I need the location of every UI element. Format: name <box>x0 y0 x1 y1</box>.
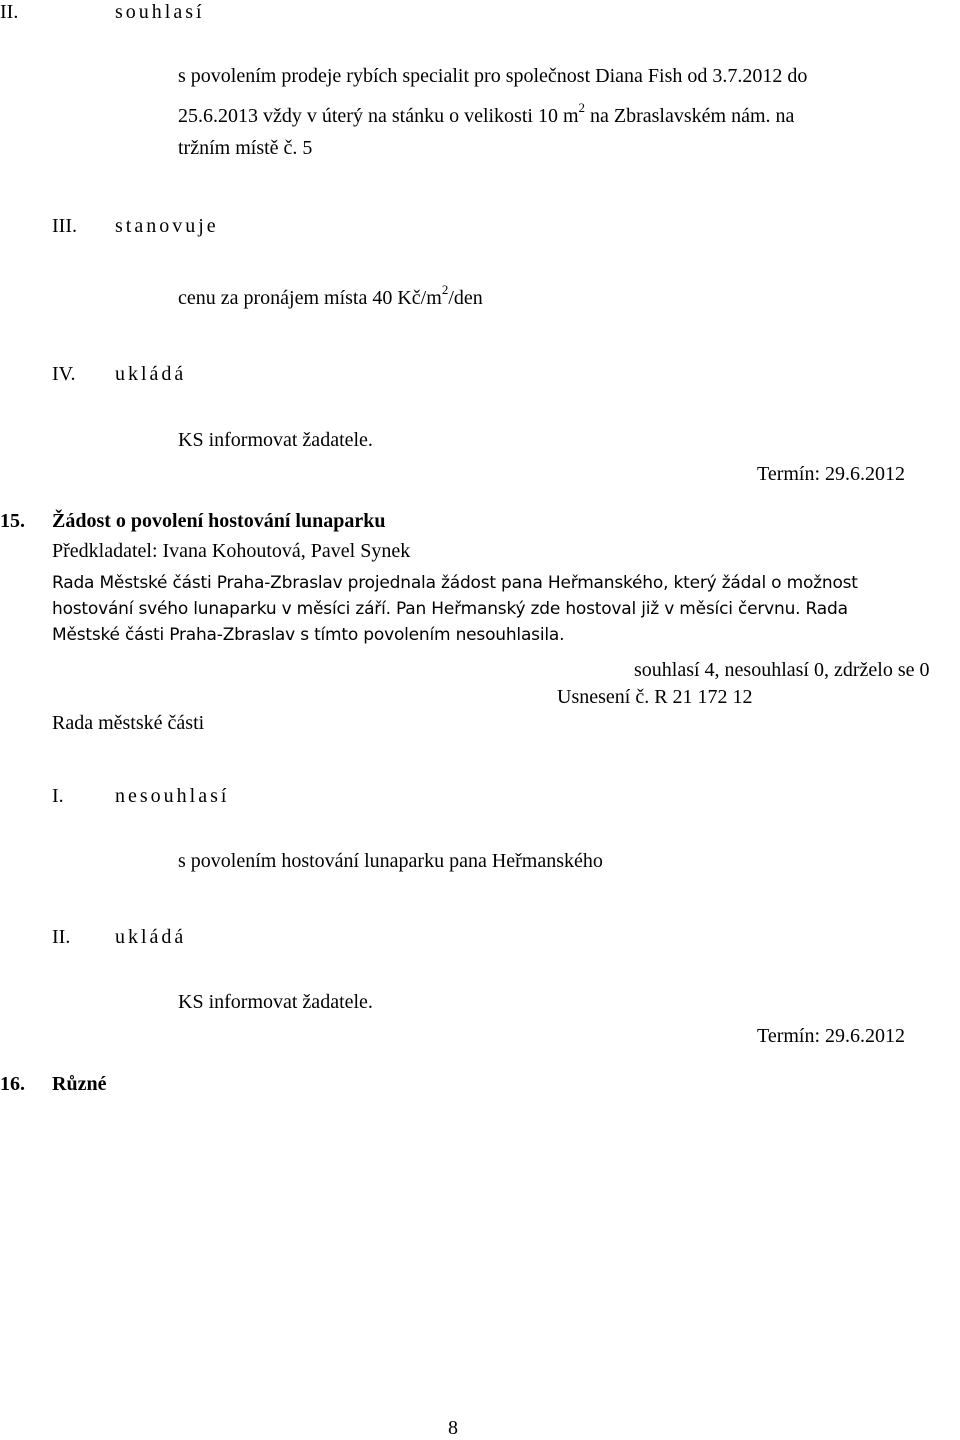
body-line: Městské části Praha-Zbraslav s tímto povolením nesouhlasila. <box>52 625 565 645</box>
section-title: Různé <box>52 1073 107 1095</box>
item-verb: souhlasí <box>115 1 205 23</box>
page-number: 8 <box>448 1417 458 1439</box>
section-title: Žádost o povolení hostování lunaparku <box>52 510 386 532</box>
item-text: KS informovat žadatele. <box>178 991 373 1013</box>
presenters: Předkladatel: Ivana Kohoutová, Pavel Synek <box>52 540 411 562</box>
item-text-line: 25.6.2013 vždy v úterý na stánku o velikosti 10 $m^2$ na Zbraslavském nám. na <box>178 100 795 127</box>
deadline: Termín: 29.6.2012 <box>757 463 906 485</box>
item-numeral: II. <box>0 1 19 23</box>
item-text-line: tržním místě č. 5 <box>178 137 313 159</box>
council-name: Rada městské části <box>52 712 205 734</box>
section-number: 16. <box>0 1073 25 1095</box>
item-numeral: IV. <box>52 363 76 385</box>
item-numeral: I. <box>52 785 64 807</box>
item-verb: stanovuje <box>115 215 219 237</box>
item-verb: ukládá <box>115 363 187 385</box>
body-line: hostování svého lunaparku v měsíci září. Pan Heřmanský zde hostoval již v měsíci červnu. Rada <box>52 599 848 619</box>
item-verb: nesouhlasí <box>115 785 230 807</box>
item-text-line: s povolením prodeje rybích specialit pro společnost Diana Fish od 3.7.2012 do <box>178 65 808 87</box>
item-text: KS informovat žadatele. <box>178 429 373 451</box>
body-line: Rada Městské části Praha-Zbraslav projednala žádost pana Heřmanského, který žádal o možnost <box>52 573 858 593</box>
item-text: s povolením hostování lunaparku pana Heřmanského <box>178 850 603 872</box>
resolution-number: Usnesení č. R 21 172 12 <box>557 686 753 708</box>
section-number: 15. <box>0 510 25 532</box>
deadline: Termín: 29.6.2012 <box>757 1025 906 1047</box>
item-text: cenu za pronájem místa 40 $Kč/m^2$/den <box>178 282 483 309</box>
item-numeral: III. <box>52 215 77 237</box>
item-verb: ukládá <box>115 926 187 948</box>
item-numeral: II. <box>52 926 71 948</box>
vote-result: souhlasí 4, nesouhlasí 0, zdrželo se 0 <box>634 659 930 681</box>
